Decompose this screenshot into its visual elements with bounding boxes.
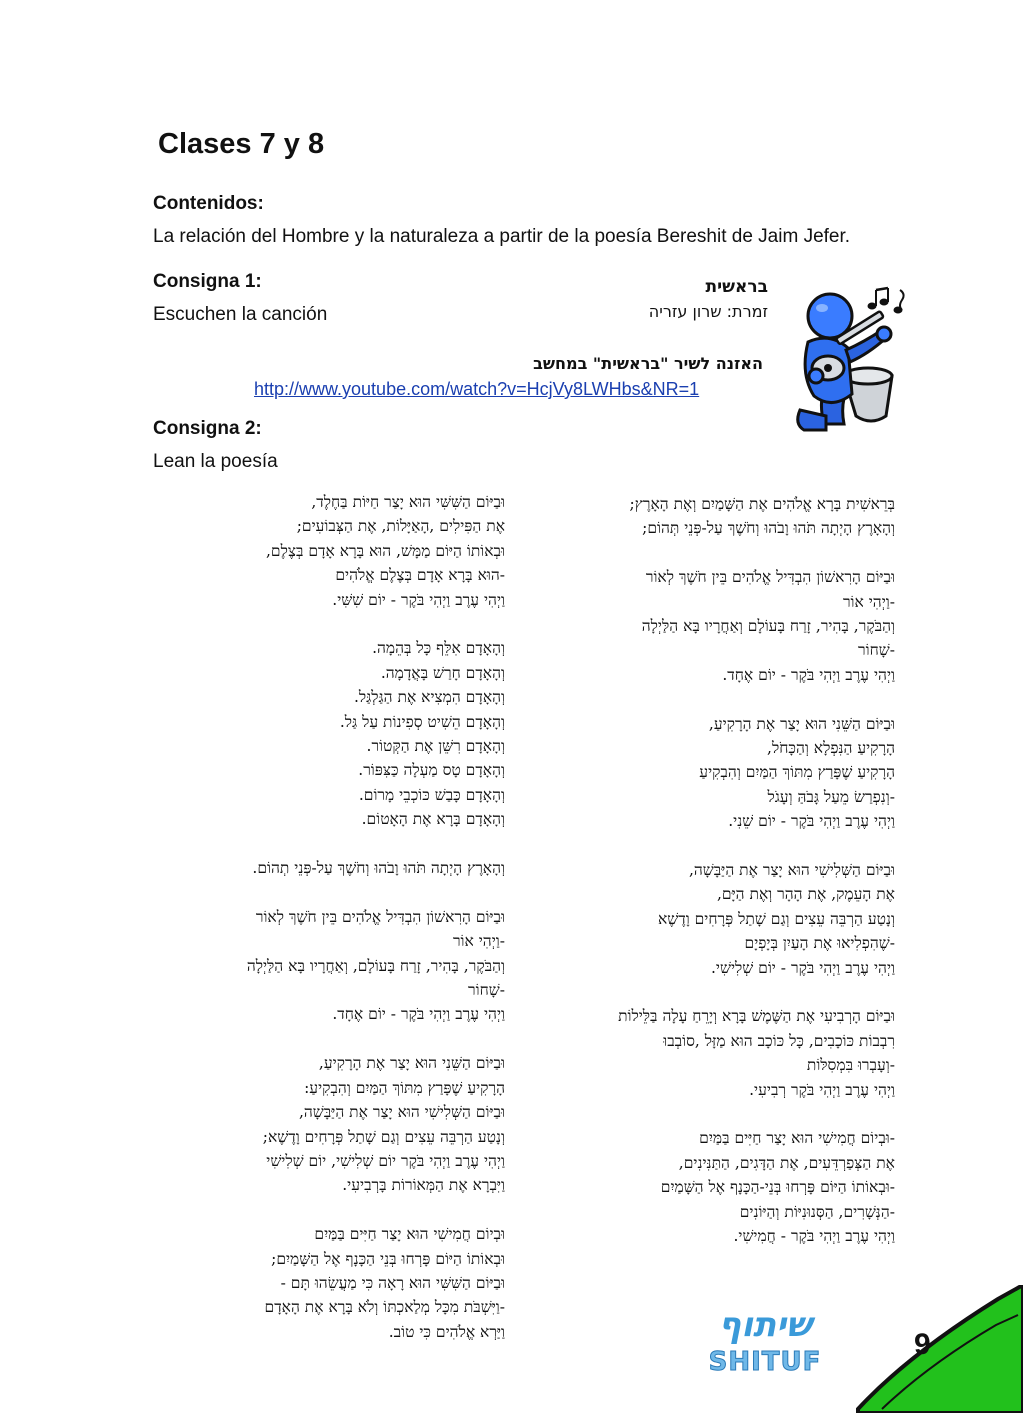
- poem-line: וּבַיּוֹם הַשְּׁלִישִׁי הוּא יָצַר אֶת הַיַּבָּשָׁה,: [688, 861, 895, 880]
- poem-line: [565, 687, 895, 711]
- poem-line: אֶת הַפִּילִים ,הָאַיָּלוֹת, אֶת הַצְּבוֹעִים;: [296, 517, 505, 536]
- poem-line: וְהַבֹּקֶר, בָּהִיר, זָרַח בָּעוֹלָם, וְאַחֲרָיו בָּא הַלַּיְלָה: [246, 956, 505, 975]
- poem-line: וַיְהִי עֶרֶב וַיְהִי בֹּקֶר - יוֹם שֵׁנִי.: [728, 812, 895, 831]
- poem-column-right: [565, 492, 895, 1249]
- poem-line: -וַיְהִי אוֹר: [842, 592, 895, 611]
- consigna1-label: Consigna 1:: [153, 271, 262, 292]
- poem-line: וּבְאוֹתוֹ הַיּוֹם מַמָּשׁ, הוּא בָּרָא אָדָם בְּצֶלֶם,: [265, 541, 505, 560]
- poem-line: וְהָאָרֶץ הָיְתָה תֹּהוּ וָבֹהוּ וְחֹשֶׁךְ עַל-פְּנֵי תְּהוֹם;: [642, 519, 895, 538]
- poem-line: -וְעָבְרוּ בִּמְסִלּוֹת: [806, 1056, 895, 1075]
- singer-credit: זמרת: שרון עזריה: [648, 302, 768, 321]
- poem-line: -וַיִּשְׁבֹּת מִכָּל מְלַאכְתּוֹ וְלֹא בָּרָא אֶת הָאָדָם: [264, 1298, 505, 1317]
- poem-line: [565, 541, 895, 565]
- youtube-link[interactable]: http://www.youtube.com/watch?v=HcjVy8LWHbs&NR=1: [254, 379, 700, 399]
- poem-line: וּבַיּוֹם הַשְּׁלִישִׁי הוּא יָצַר אֶת הַיַּבָּשָׁה,: [298, 1103, 505, 1122]
- logo-latin: SHITUF: [708, 1347, 822, 1377]
- poem-line: -שֶׁהִפְלִיאוּ אֶת הָעַיִן בְּיָפְיָם: [744, 934, 895, 953]
- music-notes-icon: [868, 288, 904, 313]
- poem-line: -שָׁחוֹר: [468, 981, 505, 1000]
- poem-line: וְהָאָרֶץ הָיְתָה תֹּהוּ וָבֹהוּ וְחֹשֶׁךְ עַל-פְּנֵי תְהוֹם.: [252, 859, 505, 878]
- poem-line: -שָׁחוֹר: [858, 641, 895, 660]
- poem-line: וַיְהִי עֶרֶב וַיְהִי בֹּקֶר - חֲמִישִׁי.: [733, 1227, 895, 1246]
- consigna2-label: Consigna 2:: [153, 418, 262, 439]
- poem-line: רִבְבוֹת כּוֹכָבִים, כָּל כּוֹכָב הוּא מַזָּל ,סוֹבְבוּ: [663, 1031, 895, 1050]
- listen-label: האזנה לשיר "בראשית" במחשב: [533, 354, 763, 373]
- poem-line: -וַיְהִי אוֹר: [452, 932, 505, 951]
- poem-line: -וּבְיוֹם חֲמִישִׁי הוּא יָצַר חַיִּים בַּמַּיִם: [699, 1129, 895, 1148]
- poem-line: וַיְהִי עֶרֶב וַיְהִי בֹּקֶר יוֹם שְׁלִישִׁי, יוֹם שְׁלִישִׁי: [266, 1151, 505, 1170]
- poem-line: וּבַיּוֹם הָרְבִיעִי אֶת הַשֶּׁמֶשׁ בָּרָא וְיָרֵחַ עָלָה בַּלֵּילוֹת: [618, 1007, 895, 1026]
- poem-line: וּבְאוֹתוֹ הַיּוֹם פָּרְחוּ בְּנֵי הַכָּנָף אֶל הַשָּׁמַיִם;: [271, 1249, 505, 1268]
- poem-line: הָרָקִיעַ שֶׁפָּרַץ מִתּוֹךְ הַמַּיִם וְהִבְקִיעַ:: [304, 1078, 505, 1097]
- poem-line: [155, 880, 505, 904]
- logo-hebrew: שיתוף: [718, 1305, 812, 1345]
- poem-line: [155, 1198, 505, 1222]
- poem-line: וְהָאָדָם רִשֵּׁן אֶת הַקְּטוֹר.: [366, 737, 505, 756]
- poem-line: וְהַבֹּקֶר, בָּהִיר, זָרַח בָּעוֹלָם וְאַחֲרָיו בָּא הַלַּיְלָה: [641, 617, 895, 636]
- poem-line: הָרָקִיעַ הַנִּפְלָא וְהַכָּחֹל,: [767, 739, 895, 758]
- contenidos-label: Contenidos:: [153, 193, 264, 214]
- poem-line: וּבַיּוֹם הַשִּׁשִּׁי הוּא יָצַר חַיּוֹת בַּחֶלֶד,: [311, 493, 505, 511]
- poem-column-left: [155, 490, 505, 1344]
- poem-line: וַיְהִי עֶרֶב וַיְהִי בֹּקֶר רְבִיעִי.: [749, 1080, 895, 1099]
- poem-line: -הַנְּשָׁרִים, הַסְּנוּנִיּוֹת וְהַיּוֹנִים: [739, 1202, 895, 1221]
- poem-line: [565, 1102, 895, 1126]
- poem-line: וַיַּרְא אֱלֹהִים כִּי טוֹב.: [388, 1322, 505, 1341]
- poem-line: וַיִּבְרָא אֶת הַמְּאוֹרוֹת בָּרְבִיעִי.: [342, 1176, 505, 1195]
- poem-line: וּבַיּוֹם הָרִאשׁוֹן הִבְדִּיל אֱלֹהִים בֵּין חֹשֶׁךְ לְאוֹר: [255, 907, 505, 926]
- page-title: Clases 7 y 8: [158, 128, 325, 160]
- poem-line: וְהָאָדָם אִלֵּף כָּל בְּהֵמָה.: [372, 639, 505, 658]
- consigna2-text: Lean la poesía: [153, 451, 278, 472]
- poem-line: [565, 834, 895, 858]
- poem-line: אֶת הָעֵמֶק, אֶת הָהָר וְאֶת הַיָּם,: [717, 885, 895, 904]
- page-number: 9: [914, 1328, 931, 1361]
- poem-line: וְהָאָדָם הֵשִׁיט סְפִינוֹת עַל גַּל.: [339, 712, 505, 731]
- poem-line: וּבַיּוֹם הָרִאשׁוֹן הִבְדִּיל אֱלֹהִים בֵּין חֹשֶׁךְ לְאוֹר: [645, 568, 895, 587]
- song-title: בראשית: [705, 277, 768, 297]
- poem-line: וְנָטַע הַרְבֵּה עֵצִים וְגַם שָׁתַל פְּרָחִים וָדֶשֶׁא: [657, 909, 895, 928]
- poem-line: [565, 980, 895, 1004]
- poem-line: וּבַיּוֹם הַשֵּׁנִי הוּא יָצַר אֶת הָרָקִיעַ,: [318, 1054, 505, 1073]
- poem-line: וַיְהִי עֶרֶב וַיְהִי בֹּקֶר - יוֹם שְׁלִישִׁי.: [710, 958, 895, 977]
- poem-line: וְהָאָדָם טָס מַעְלָה כַּצִּפּוֹר.: [358, 761, 505, 780]
- consigna1-text: Escuchen la canción: [153, 304, 328, 325]
- page-corner-tab: [848, 1285, 1023, 1413]
- poem-line: וְהָאָדָם חָרַשׁ בָּאֲדָמָה.: [380, 663, 505, 682]
- shituf-logo: [700, 1305, 830, 1395]
- poem-line: וּבַיּוֹם הַשֵּׁנִי הוּא יָצַר אֶת הָרָקִיעַ,: [708, 714, 895, 733]
- poem-line: וַיְהִי עֶרֶב וַיְהִי בֹּקֶר - יוֹם אֶחָד.: [722, 665, 895, 684]
- poem-line: וְהָאָדָם בָּרָא אֶת הָאָטוֹם.: [361, 810, 505, 829]
- poem-line: וְנָטַע הַרְבֵּה עֵצִים וְגַם שָׁתַל פְּרָחִים וָדֶשֶׁא;: [262, 1127, 505, 1146]
- poem-line: וַיְהִי עֶרֶב וַיְהִי בֹּקֶר - יוֹם אֶחָד.: [332, 1005, 505, 1024]
- poem-line: הָרָקִיעַ שֶׁפָּרַץ מִתּוֹךְ הַמַּיִם וְהִבְקִיעַ: [699, 763, 895, 782]
- poem-line: וְהָאָדָם כָּבַשׁ כּוֹכְבֵי מָרוֹם.: [358, 785, 505, 804]
- guitar-player-illustration: [786, 284, 916, 436]
- poem-line: וּבַיּוֹם הַשִּׁשִּׁי הוּא רָאָה כִּי מַעֲשֵׂהוּ תָּם -: [280, 1273, 505, 1292]
- poem-line: וּבְיוֹם חֲמִישִׁי הוּא יָצַר חַיִּים בַּמַּיִם: [314, 1225, 505, 1244]
- poem-line: אֶת הַצְּפַרְדֵּעִים, אֶת הַדָּגִים, הַתַּנִּינִים,: [678, 1153, 895, 1172]
- poem-line: בְּרֵאשִׁית בָּרָא אֱלֹהִים אֶת הַשָּׁמַיִם וְאֶת הָאָרֶץ;: [629, 495, 895, 513]
- poem-line: וְהָאָדָם הִמְצִיא אֶת הַגַּלְגַּל.: [353, 688, 505, 707]
- poem-line: וַיְהִי עֶרֶב וַיְהִי בֹּקֶר - יוֹם שִׁשִּׁי.: [332, 590, 505, 609]
- poem-line: [155, 1027, 505, 1051]
- contenidos-text: La relación del Hombre y la naturaleza a partir de la poesía Bereshit de Jaim Jefer.: [153, 226, 851, 247]
- poem-line: [155, 612, 505, 636]
- poem-line: -וּבְאוֹתוֹ הַיּוֹם פָּרְחוּ בְּנֵי-הַכָּנָף אֶל הַשָּׁמַיִם: [660, 1178, 895, 1197]
- poem-line: -הוּא בָּרָא אָדָם בְּצֶלֶם אֱלֹהִים: [335, 566, 505, 585]
- poem-line: -וְנִפְרַשׂ מֵעַל גָּבֹהַּ וְעָגֹל: [767, 787, 895, 806]
- poem-line: [155, 832, 505, 856]
